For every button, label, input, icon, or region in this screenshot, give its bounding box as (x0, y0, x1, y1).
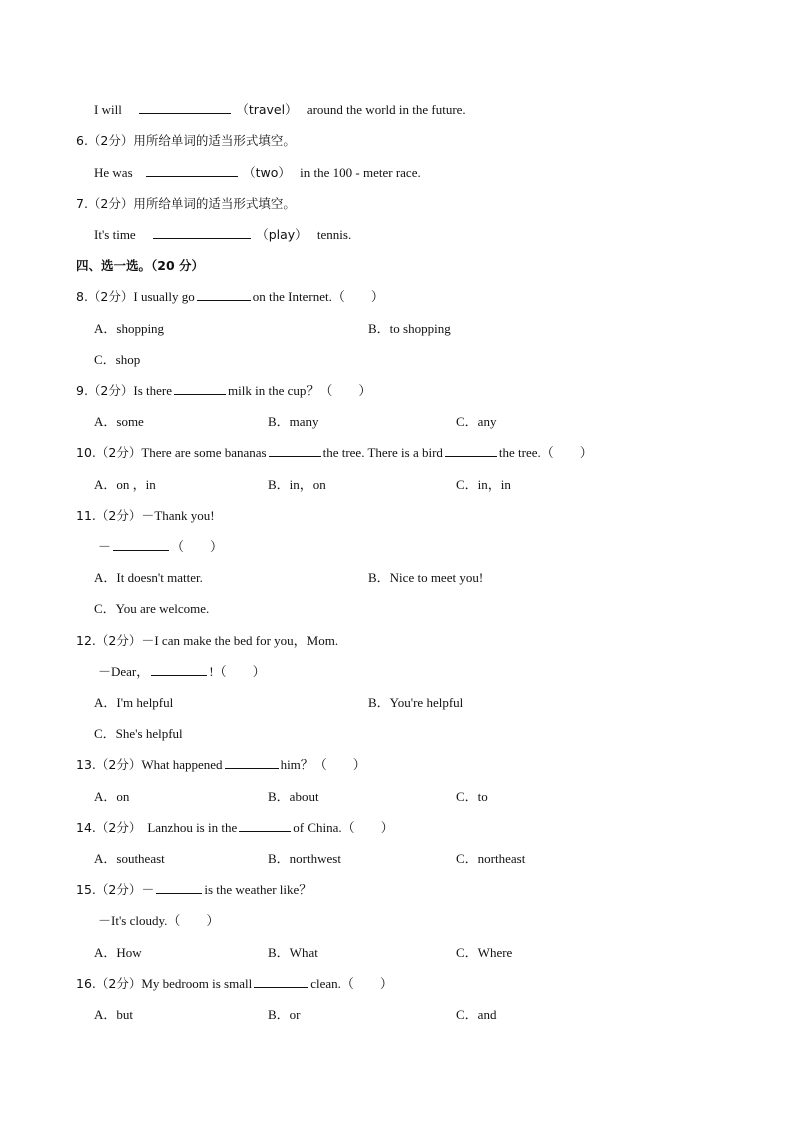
q6-sentence (94, 164, 421, 182)
q7-blank[interactable] (153, 226, 251, 239)
q9-option-c[interactable]: C．any (456, 414, 497, 429)
q12-line2 (98, 663, 266, 681)
q10-blank-2[interactable] (445, 444, 497, 457)
q9-option-a[interactable]: A．some (94, 414, 144, 429)
q9-post: milk in the cup？（ ） (228, 383, 372, 398)
section4-title: 四、选一选。（20 分） (76, 258, 204, 273)
q8-num: 8.（2分） (76, 289, 134, 304)
q12-paren: !（ ） (209, 664, 266, 679)
q12-num: 12.（2分） (76, 633, 142, 648)
q12-stem (76, 632, 338, 650)
q10-option-b[interactable]: B．in，on (268, 477, 326, 492)
q16-blank[interactable] (254, 975, 308, 988)
q12-dear: －Dear， (98, 664, 150, 679)
q8-pre: I usually go (133, 289, 195, 304)
q15-option-b[interactable]: B．What (268, 945, 318, 960)
q11-blank[interactable] (113, 538, 169, 551)
q12-option-c[interactable]: C．She's helpful (94, 726, 183, 741)
q9-stem (76, 382, 371, 400)
q8-stem (76, 288, 384, 306)
q14-pre: Lanzhou is in the (147, 820, 238, 835)
q10-pre: There are some bananas (141, 445, 267, 460)
q14-option-a[interactable]: A．southeast (94, 851, 165, 866)
q11-line2 (98, 538, 223, 556)
q15-pre: － (141, 882, 155, 897)
q10-blank-1[interactable] (269, 444, 321, 457)
q5-word: （travel） (236, 102, 298, 117)
q15-stem (76, 881, 312, 899)
q8-option-b[interactable]: B．to shopping (368, 321, 451, 336)
q7-header: 7.（2分）用所给单词的适当形式填空。 (76, 196, 296, 211)
q5-pre: I will (94, 102, 122, 117)
q16-num: 16.（2分） (76, 976, 142, 991)
q11-option-c[interactable]: C．You are welcome. (94, 601, 210, 616)
q12-pre: －I can make the bed for you，Mom. (141, 633, 339, 648)
q10-mid: the tree. There is a bird (322, 445, 443, 460)
q14-num: 14.（2分） (76, 820, 142, 835)
q9-option-b[interactable]: B．many (268, 414, 319, 429)
q5-sentence (94, 101, 466, 119)
q15-post: is the weather like？ (204, 882, 313, 897)
q15-line2: －It's cloudy.（ ） (98, 913, 220, 928)
q11-paren: （ ） (171, 539, 224, 554)
q8-post: on the Internet.（ ） (252, 289, 384, 304)
q11-num: 11.（2分） (76, 508, 142, 523)
q11-dash: － (98, 539, 112, 554)
q13-stem (76, 756, 366, 774)
q16-stem (76, 975, 393, 993)
q7-word: （play） (256, 227, 308, 242)
q15-option-a[interactable]: A．How (94, 945, 142, 960)
q13-pre: What happened (141, 757, 223, 772)
q14-option-b[interactable]: B．northwest (268, 851, 341, 866)
q9-blank[interactable] (174, 382, 226, 395)
q15-num: 15.（2分） (76, 882, 142, 897)
q14-stem (76, 819, 394, 837)
q15-blank[interactable] (156, 881, 202, 894)
q13-option-a[interactable]: A．on (94, 789, 130, 804)
q6-word: （two） (243, 165, 291, 180)
q13-option-b[interactable]: B．about (268, 789, 319, 804)
q13-post: him？（ ） (280, 757, 366, 772)
q16-pre: My bedroom is small (141, 976, 253, 991)
q16-option-a[interactable]: A．but (94, 1007, 134, 1022)
q11-pre: －Thank you! (141, 508, 215, 523)
q8-option-c[interactable]: C．shop (94, 352, 141, 367)
q15-option-c[interactable]: C．Where (456, 945, 513, 960)
q10-stem (76, 444, 593, 462)
q13-num: 13.（2分） (76, 757, 142, 772)
q12-option-a[interactable]: A．I'm helpful (94, 695, 174, 710)
q12-blank[interactable] (151, 663, 207, 676)
q5-post: around the world in the future. (306, 102, 466, 117)
q6-header: 6.（2分）用所给单词的适当形式填空。 (76, 133, 296, 148)
q12-option-b[interactable]: B．You're helpful (368, 695, 464, 710)
q8-blank[interactable] (197, 288, 251, 301)
q9-pre: Is there (133, 383, 173, 398)
q11-option-b[interactable]: B．Nice to meet you! (368, 570, 484, 585)
q10-option-a[interactable]: A．on ，in (94, 477, 156, 492)
q13-option-c[interactable]: C．to (456, 789, 488, 804)
q16-post: clean.（ ） (310, 976, 393, 991)
q6-post: in the 100 - meter race. (300, 165, 421, 180)
q10-num: 10.（2分） (76, 445, 142, 460)
q10-post: the tree.（ ） (498, 445, 593, 460)
q5-blank[interactable] (139, 101, 231, 114)
q7-post: tennis. (316, 227, 352, 242)
q14-post: of China.（ ） (293, 820, 394, 835)
q6-blank[interactable] (146, 164, 238, 177)
q16-option-c[interactable]: C．and (456, 1007, 497, 1022)
q10-option-c[interactable]: C．in，in (456, 477, 511, 492)
q11-stem (76, 507, 215, 525)
q6-pre: He was (94, 165, 133, 180)
q7-sentence (94, 226, 351, 244)
q11-option-a[interactable]: A．It doesn't matter. (94, 570, 203, 585)
q9-num: 9.（2分） (76, 383, 134, 398)
q13-blank[interactable] (225, 756, 279, 769)
q14-blank[interactable] (239, 819, 291, 832)
q14-option-c[interactable]: C．northeast (456, 851, 526, 866)
q7-pre: It's time (94, 227, 136, 242)
q8-option-a[interactable]: A．shopping (94, 321, 165, 336)
q16-option-b[interactable]: B．or (268, 1007, 301, 1022)
